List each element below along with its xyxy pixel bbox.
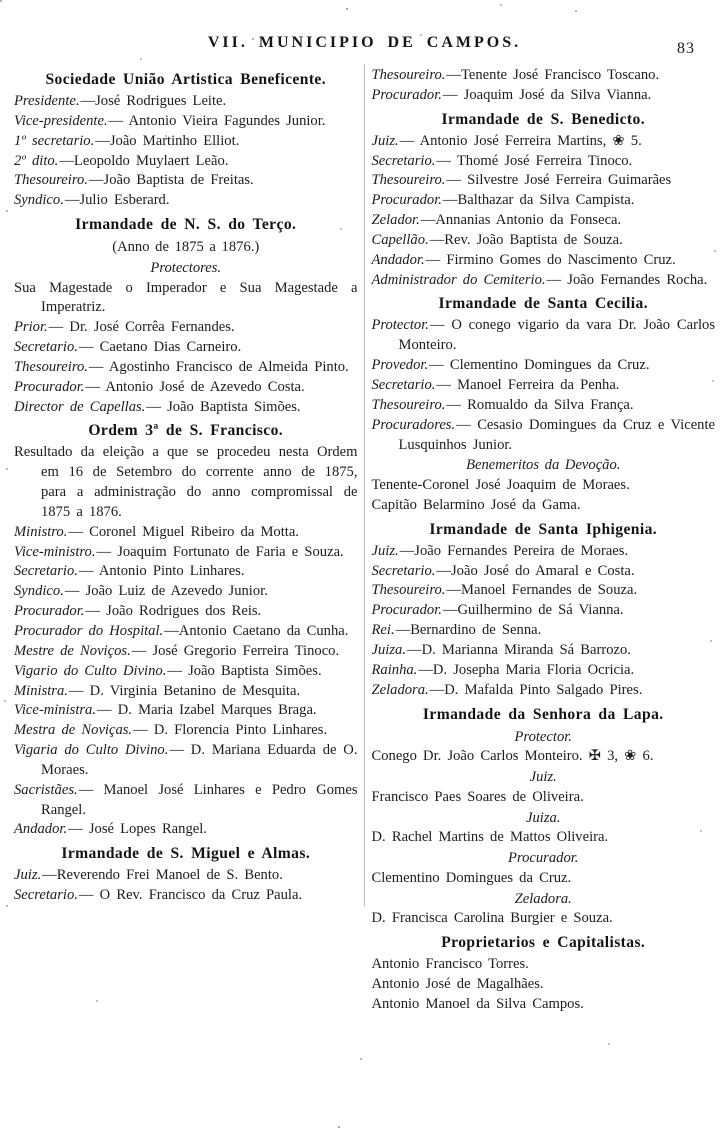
officer-name: — Silvestre José Ferreira Guimarães — [446, 172, 672, 189]
role-label: Procurador. — [371, 86, 442, 103]
officer-entry — [14, 358, 358, 378]
officer-name: — João Baptista Simões. — [146, 398, 301, 415]
officer-entry — [14, 338, 358, 358]
subsection-label: Benemeritos da Devoção. — [466, 457, 621, 474]
section-title: Irmandade de Santa Cecilia. — [438, 295, 649, 313]
text-line: Tenente-Coronel José Joaquim de Moraes. — [371, 477, 630, 494]
officer-entry — [14, 721, 358, 741]
section-title: Irmandade de N. S. do Terço. — [75, 216, 297, 234]
officer-entry — [14, 781, 358, 821]
section-title: Ordem 3ª de S. Francisco. — [88, 422, 284, 440]
officer-name: — O Rev. Francisco da Cruz Paula. — [78, 887, 303, 904]
role-label: Sacristães. — [14, 781, 78, 798]
section-title: Irmandade da Senhora da Lapa. — [422, 705, 664, 723]
officer-entry — [14, 622, 358, 642]
text-line: Capitão Belarmino José da Gama. — [371, 496, 581, 513]
text-line: Antonio José de Magalhães. — [371, 976, 544, 993]
text-line: Antonio Francisco Torres. — [371, 956, 529, 973]
role-label: Thesoureiro. — [14, 172, 88, 189]
role-label: Vice-ministro. — [14, 543, 96, 560]
role-label: Thesoureiro. — [371, 67, 446, 83]
right-column — [365, 64, 720, 1015]
officer-entry — [372, 152, 716, 172]
subsection-label: Juiza. — [526, 809, 561, 826]
role-label: Procurador. — [371, 602, 442, 619]
officer-name: — José Gregorio Ferreira Tinoco. — [131, 642, 340, 659]
officer-name: —Reverendo Frei Manoel de S. Bento. — [42, 867, 283, 884]
role-label: Vigario do Culto Divino. — [14, 662, 167, 679]
officer-entry — [14, 682, 358, 702]
officer-entry — [372, 171, 716, 191]
role-label: Juiz. — [14, 867, 42, 884]
officer-entry — [372, 316, 716, 356]
scan-noise — [0, 0, 2, 2]
officer-entry — [14, 582, 358, 602]
role-label: Administrador do Cemiterio. — [371, 271, 546, 288]
section-title: Irmandade de Santa Iphigenia. — [429, 520, 658, 538]
center-line: (Anno de 1875 a 1876.) — [112, 239, 260, 256]
role-label: Juiza. — [371, 641, 406, 658]
section-title: Proprietarios e Capitalistas. — [441, 934, 646, 952]
officer-name: —Annanias Antonio da Fonseca. — [420, 212, 622, 229]
subsection-label: Zeladora. — [514, 890, 572, 907]
role-label: Andador. — [14, 821, 68, 838]
role-label: 1º secretario. — [14, 132, 95, 149]
officer-entry — [14, 523, 358, 543]
officer-entry — [372, 376, 716, 396]
officer-entry — [14, 820, 358, 840]
officer-name: —Balthazar da Silva Campista. — [442, 192, 635, 209]
page-number: 83 — [677, 40, 695, 57]
officer-entry — [372, 562, 716, 582]
officer-entry — [372, 542, 716, 562]
officer-name: — Manoel Ferreira da Penha. — [436, 376, 620, 393]
officer-name: — João Baptista Simões. — [167, 662, 322, 679]
officer-entry — [372, 641, 716, 661]
officer-entry — [14, 701, 358, 721]
text-line: D. Rachel Martins de Mattos Oliveira. — [371, 829, 609, 846]
officer-name: —Bernardino de Senna. — [395, 622, 542, 639]
officer-name: — Romualdo da Silva França. — [446, 396, 634, 413]
role-label: Zelador. — [371, 212, 420, 229]
officer-name: — Antonio Pinto Linhares. — [78, 563, 245, 580]
officer-name: —Manoel Fernandes de Souza. — [446, 582, 638, 599]
role-label: Syndico. — [14, 192, 64, 209]
section-title: Sociedade União Artistica Beneficente. — [45, 71, 327, 88]
officer-name: — Antonio Vieira Fagundes Junior. — [108, 112, 326, 129]
role-label: Syndico. — [14, 583, 64, 600]
officer-entry — [14, 741, 358, 781]
subsection-label: Juiz. — [529, 769, 557, 786]
role-label: Presidente. — [14, 93, 80, 109]
officer-name: — Manoel José Linhares e Pedro Gomes Rangel. — [41, 781, 358, 818]
officer-entry — [372, 621, 716, 641]
officer-entry — [14, 642, 358, 662]
officer-entry — [372, 211, 716, 231]
officer-entry — [14, 152, 358, 172]
officer-entry — [14, 543, 358, 563]
role-label: Juiz. — [371, 542, 399, 559]
officer-name: — D. Mariana Eduarda de O. Moraes. — [41, 742, 358, 778]
officer-entry — [14, 562, 358, 582]
text-line: Antonio Manoel da Silva Campos. — [371, 996, 584, 1012]
officer-entry — [372, 191, 716, 211]
subsection-label: Protectores. — [150, 259, 222, 276]
officer-name: —João Baptista de Freitas. — [88, 172, 254, 189]
officer-entry — [14, 886, 358, 906]
officer-entry — [372, 581, 716, 601]
section-title: Irmandade de S. Miguel e Almas. — [61, 845, 311, 863]
page-header — [10, 34, 719, 64]
officer-name: —Leopoldo Muylaert Leão. — [59, 152, 229, 169]
role-label: Mestre de Noviços. — [14, 642, 131, 659]
officer-entry — [372, 416, 716, 456]
officer-entry — [14, 378, 358, 398]
officer-entry — [372, 251, 716, 271]
officer-name: —José Rodrigues Leite. — [80, 93, 227, 109]
officer-name: — Agostinho Francisco de Almeida Pinto. — [88, 358, 349, 375]
officer-name: —Antonio Caetano da Cunha. — [164, 623, 349, 639]
role-label: Ministro. — [14, 523, 68, 540]
role-label: Procurador. — [371, 192, 442, 209]
role-label: Vice-presidente. — [14, 112, 108, 129]
text-line: D. Francisca Carolina Burgier e Souza. — [371, 910, 613, 927]
role-label: Mestra de Noviças. — [14, 722, 133, 739]
officer-name: —Rev. João Baptista de Souza. — [429, 231, 623, 248]
role-label: Secretario. — [371, 376, 436, 393]
officer-entry — [372, 681, 716, 701]
role-label: Procurador. — [14, 378, 85, 395]
role-label: Vigaria do Culto Divino. — [14, 742, 169, 759]
officer-entry — [14, 191, 358, 211]
role-label: 2º dito. — [14, 152, 59, 169]
officer-name: — D. Florencia Pinto Linhares. — [133, 722, 328, 739]
officer-name: — José Lopes Rangel. — [68, 821, 207, 838]
text-line: Clementino Domingues da Cruz. — [371, 869, 572, 886]
officer-entry — [372, 271, 716, 291]
text-line: Resultado da eleição a que se procedeu nesta Ordem em 16 de Setembro do corrente anno de 1875, para a administração do anno compromissal de 1875 a 1876. — [14, 444, 358, 520]
role-label: Secretario. — [14, 339, 78, 356]
officer-entry — [372, 396, 716, 416]
officer-name: —João Fernandes Pereira de Moraes. — [399, 542, 629, 559]
officer-name: — Dr. José Corrêa Fernandes. — [48, 319, 235, 336]
officer-name: —João José do Amaral e Costa. — [436, 562, 635, 579]
role-label: Protector. — [371, 317, 429, 334]
officer-entry — [372, 66, 716, 86]
officer-entry — [372, 132, 716, 152]
officer-entry — [14, 398, 358, 418]
role-label: Ministra. — [14, 682, 68, 699]
officer-entry — [14, 132, 358, 152]
officer-name: — D. Virginia Betanino de Mesquita. — [68, 682, 301, 699]
role-label: Prior. — [14, 319, 48, 336]
role-label: Rei. — [371, 622, 395, 639]
role-label: Thesoureiro. — [371, 172, 446, 189]
officer-entry — [372, 231, 716, 251]
text-line: Conego Dr. João Carlos Monteiro. ✠ 3, ❀ 6. — [371, 748, 654, 765]
officer-entry — [372, 661, 716, 681]
officer-entry — [372, 356, 716, 376]
officer-name: — O conego vigario da vara Dr. João Carlos Monteiro. — [398, 317, 715, 354]
role-label: Thesoureiro. — [371, 582, 446, 599]
officer-entry — [14, 171, 358, 191]
officer-name: —D. Mafalda Pinto Salgado Pires. — [429, 681, 643, 698]
role-label: Secretario. — [14, 563, 78, 580]
officer-name: — Thomé José Ferreira Tinoco. — [436, 152, 633, 169]
officer-name: — D. Maria Izabel Marques Braga. — [97, 702, 317, 719]
role-label: Thesoureiro. — [371, 396, 446, 413]
officer-name: — Antonio José de Azevedo Costa. — [85, 378, 305, 395]
subsection-label: Protector. — [514, 728, 572, 745]
role-label: Andador. — [371, 251, 425, 268]
section-title: Irmandade de S. Benedicto. — [441, 110, 645, 128]
officer-entry — [14, 112, 358, 132]
officer-name: — João Rodrigues dos Reis. — [85, 603, 262, 620]
role-label: Procurador. — [14, 603, 85, 620]
role-label: Secretario. — [14, 887, 78, 904]
role-label: Secretario. — [371, 152, 436, 169]
officer-name: —D. Marianna Miranda Sá Barrozo. — [406, 641, 631, 658]
officer-name: —Julio Esberard. — [64, 192, 170, 209]
officer-entry — [372, 601, 716, 621]
officer-entry — [14, 318, 358, 338]
officer-entry — [372, 86, 716, 106]
role-label: Procurador do Hospital. — [14, 623, 164, 639]
role-label: Director de Capellas. — [14, 398, 146, 415]
officer-name: — Firmino Gomes do Nascimento Cruz. — [425, 251, 676, 268]
officer-name: — Antonio José Ferreira Martins, ❀ 5. — [399, 132, 642, 149]
role-label: Vice-ministra. — [14, 702, 97, 719]
officer-entry — [14, 92, 358, 112]
officer-name: — Coronel Miguel Ribeiro da Motta. — [68, 523, 299, 540]
officer-entry — [14, 602, 358, 622]
role-label: Provedor. — [371, 357, 429, 374]
officer-entry — [14, 662, 358, 682]
officer-name: — Joaquim Fortunato de Faria e Souza. — [96, 543, 344, 560]
text-line: Francisco Paes Soares de Oliveira. — [371, 788, 584, 805]
role-label: Capellão. — [371, 231, 429, 248]
officer-name: — Cesasio Domingues da Cruz e Vicente Lusquinhos Junior. — [398, 416, 715, 453]
officer-name: —D. Josepha Maria Floria Ocricia. — [418, 661, 635, 678]
left-column — [10, 64, 365, 906]
officer-name: — Clementino Domingues da Cruz. — [429, 357, 650, 374]
running-title: VII. MUNICIPIO DE CAMPOS. — [207, 34, 522, 51]
two-column-layout — [10, 64, 719, 1015]
role-label: Procuradores. — [371, 416, 456, 433]
role-label: Secretario. — [371, 562, 436, 579]
officer-name: —Guilhermino de Sá Vianna. — [442, 602, 624, 619]
officer-name: — Caetano Dias Carneiro. — [78, 339, 242, 356]
officer-name: — João Luiz de Azevedo Junior. — [64, 583, 268, 600]
officer-name: —Tenente José Francisco Toscano. — [446, 67, 660, 83]
role-label: Rainha. — [371, 661, 418, 678]
text-line: Sua Magestade o Imperador e Sua Magestade a Imperatriz. — [14, 279, 358, 316]
subsection-label: Procurador. — [508, 850, 579, 867]
role-label: Zeladora. — [371, 681, 429, 698]
officer-name: — Joaquim José da Silva Vianna. — [442, 86, 652, 103]
role-label: Thesoureiro. — [14, 358, 88, 375]
officer-entry — [14, 866, 358, 886]
role-label: Juiz. — [371, 132, 399, 149]
officer-name: — João Fernandes Rocha. — [546, 271, 708, 288]
officer-name: —João Martinho Elliot. — [95, 132, 240, 149]
